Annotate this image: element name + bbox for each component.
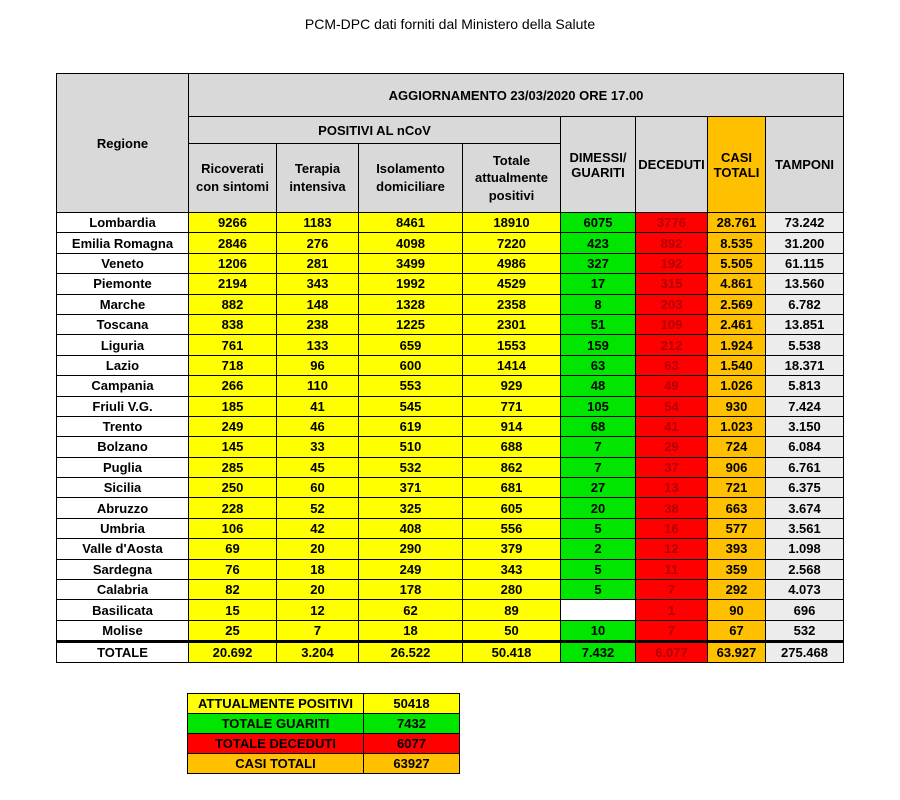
page-title: PCM-DPC dati forniti dal Ministero della Salute: [304, 16, 596, 32]
cell-isolamento: 371: [359, 478, 463, 498]
cell-regione: Lombardia: [57, 213, 189, 233]
table-row: [57, 457, 844, 477]
cell-dimessi: 27: [561, 478, 636, 498]
cell-totale: 7220: [463, 233, 561, 253]
cell-terapia: 148: [277, 294, 359, 314]
cell-dimessi: 5: [561, 518, 636, 538]
table-row: [57, 314, 844, 334]
cell-regione: Marche: [57, 294, 189, 314]
cell-dimessi: 2: [561, 539, 636, 559]
cell-casi: 8.535: [708, 233, 766, 253]
cell-casi: 577: [708, 518, 766, 538]
cell-tamponi: 6.375: [766, 478, 844, 498]
cell-casi: 663: [708, 498, 766, 518]
cell-totale: 556: [463, 518, 561, 538]
cell-ricoverati: 250: [189, 478, 277, 498]
cell-totale: 681: [463, 478, 561, 498]
cell-dimessi: 7: [561, 457, 636, 477]
cell-isolamento: 600: [359, 355, 463, 375]
cell-ricoverati: 82: [189, 580, 277, 600]
cell-ricoverati: 718: [189, 355, 277, 375]
cell-casi: 90: [708, 600, 766, 620]
cell-tamponi: 5.813: [766, 376, 844, 396]
cell-dimessi: 8: [561, 294, 636, 314]
cell-totale: 50: [463, 620, 561, 641]
cell-totale: 379: [463, 539, 561, 559]
cell-terapia: 18: [277, 559, 359, 579]
cell-regione: Basilicata: [57, 600, 189, 620]
table-row: [57, 498, 844, 518]
summary-row: [188, 694, 460, 714]
cell-casi: 67: [708, 620, 766, 641]
totals-casi: 63.927: [708, 642, 766, 663]
cell-tamponi: 5.538: [766, 335, 844, 355]
cell-regione: Veneto: [57, 253, 189, 273]
summary-table: [187, 693, 460, 774]
table-row: [57, 376, 844, 396]
cell-casi: 5.505: [708, 253, 766, 273]
cell-deceduti: 1: [636, 600, 708, 620]
cell-deceduti: 38: [636, 498, 708, 518]
cell-ricoverati: 228: [189, 498, 277, 518]
cell-casi: 1.924: [708, 335, 766, 355]
cell-terapia: 1183: [277, 213, 359, 233]
cell-totale: 18910: [463, 213, 561, 233]
cell-dimessi: 20: [561, 498, 636, 518]
cell-casi: 393: [708, 539, 766, 559]
cell-isolamento: 659: [359, 335, 463, 355]
summary-row: [188, 754, 460, 774]
cell-deceduti: 192: [636, 253, 708, 273]
totals-deceduti: 6.077: [636, 642, 708, 663]
cell-terapia: 60: [277, 478, 359, 498]
cell-tamponi: 73.242: [766, 213, 844, 233]
table-row: [57, 559, 844, 579]
cell-tamponi: 3.561: [766, 518, 844, 538]
header-isolamento: Isolamento domiciliare: [359, 144, 463, 213]
cell-tamponi: 1.098: [766, 539, 844, 559]
cell-ricoverati: 76: [189, 559, 277, 579]
cell-casi: 1.540: [708, 355, 766, 375]
cell-terapia: 45: [277, 457, 359, 477]
cell-terapia: 96: [277, 355, 359, 375]
cell-isolamento: 8461: [359, 213, 463, 233]
cell-casi: 28.761: [708, 213, 766, 233]
cell-casi: 1.026: [708, 376, 766, 396]
cell-regione: Abruzzo: [57, 498, 189, 518]
cell-deceduti: 11: [636, 559, 708, 579]
cell-regione: Puglia: [57, 457, 189, 477]
cell-totale: 280: [463, 580, 561, 600]
totals-isolamento: 26.522: [359, 642, 463, 663]
cell-deceduti: 7: [636, 620, 708, 641]
cell-totale: 605: [463, 498, 561, 518]
cell-casi: 721: [708, 478, 766, 498]
cell-totale: 343: [463, 559, 561, 579]
cell-deceduti: 3776: [636, 213, 708, 233]
cell-dimessi: [561, 600, 636, 620]
cell-terapia: 41: [277, 396, 359, 416]
table-row: [57, 437, 844, 457]
cell-ricoverati: 2194: [189, 274, 277, 294]
header-totale-positivi: Totale attualmente positivi: [463, 144, 561, 213]
cell-tamponi: 3.674: [766, 498, 844, 518]
cell-dimessi: 51: [561, 314, 636, 334]
cell-dimessi: 5: [561, 580, 636, 600]
cell-ricoverati: 185: [189, 396, 277, 416]
cell-terapia: 12: [277, 600, 359, 620]
cell-totale: 2358: [463, 294, 561, 314]
header-deceduti: DECEDUTI: [636, 117, 708, 213]
cell-isolamento: 3499: [359, 253, 463, 273]
cell-ricoverati: 838: [189, 314, 277, 334]
cell-isolamento: 545: [359, 396, 463, 416]
cell-isolamento: 532: [359, 457, 463, 477]
cell-tamponi: 13.851: [766, 314, 844, 334]
cell-deceduti: 41: [636, 416, 708, 436]
table-row: [57, 335, 844, 355]
cell-dimessi: 10: [561, 620, 636, 641]
cell-deceduti: 13: [636, 478, 708, 498]
cell-regione: Friuli V.G.: [57, 396, 189, 416]
cell-ricoverati: 249: [189, 416, 277, 436]
cell-deceduti: 12: [636, 539, 708, 559]
cell-tamponi: 532: [766, 620, 844, 641]
cell-deceduti: 49: [636, 376, 708, 396]
cell-tamponi: 18.371: [766, 355, 844, 375]
cell-regione: Campania: [57, 376, 189, 396]
cell-terapia: 133: [277, 335, 359, 355]
cell-ricoverati: 69: [189, 539, 277, 559]
cell-terapia: 20: [277, 580, 359, 600]
cell-totale: 771: [463, 396, 561, 416]
cell-dimessi: 105: [561, 396, 636, 416]
header-ricoverati: Ricoverati con sintomi: [189, 144, 277, 213]
cell-isolamento: 325: [359, 498, 463, 518]
cell-isolamento: 290: [359, 539, 463, 559]
cell-dimessi: 159: [561, 335, 636, 355]
table-row: [57, 539, 844, 559]
summary-row: [188, 734, 460, 754]
cell-deceduti: 29: [636, 437, 708, 457]
cell-regione: Piemonte: [57, 274, 189, 294]
table-row: [57, 233, 844, 253]
cell-casi: 906: [708, 457, 766, 477]
cell-regione: Molise: [57, 620, 189, 641]
cell-totale: 89: [463, 600, 561, 620]
cell-regione: Toscana: [57, 314, 189, 334]
cell-deceduti: 892: [636, 233, 708, 253]
header-casi-totali: CASI TOTALI: [708, 117, 766, 213]
cell-regione: Emilia Romagna: [57, 233, 189, 253]
summary-value: 63927: [364, 754, 460, 774]
cell-terapia: 42: [277, 518, 359, 538]
summary-label: TOTALE GUARITI: [188, 714, 364, 734]
cell-tamponi: 6.782: [766, 294, 844, 314]
table-body: [57, 213, 844, 642]
table-row: [57, 355, 844, 375]
table-row: [57, 600, 844, 620]
cell-tamponi: 61.115: [766, 253, 844, 273]
cell-regione: Sicilia: [57, 478, 189, 498]
summary-label: TOTALE DECEDUTI: [188, 734, 364, 754]
cell-deceduti: 63: [636, 355, 708, 375]
cell-isolamento: 18: [359, 620, 463, 641]
table-row: [57, 620, 844, 641]
cell-dimessi: 6075: [561, 213, 636, 233]
cell-ricoverati: 285: [189, 457, 277, 477]
cell-tamponi: 6.761: [766, 457, 844, 477]
cell-totale: 4529: [463, 274, 561, 294]
cell-ricoverati: 2846: [189, 233, 277, 253]
cell-casi: 4.861: [708, 274, 766, 294]
cell-isolamento: 408: [359, 518, 463, 538]
cell-regione: Umbria: [57, 518, 189, 538]
table-row: [57, 274, 844, 294]
cell-regione: Valle d'Aosta: [57, 539, 189, 559]
table-row: [57, 478, 844, 498]
cell-ricoverati: 25: [189, 620, 277, 641]
cell-dimessi: 327: [561, 253, 636, 273]
cell-terapia: 33: [277, 437, 359, 457]
cell-isolamento: 178: [359, 580, 463, 600]
cell-dimessi: 63: [561, 355, 636, 375]
table-row: [57, 253, 844, 273]
cell-casi: 359: [708, 559, 766, 579]
cell-regione: Sardegna: [57, 559, 189, 579]
cell-terapia: 20: [277, 539, 359, 559]
cell-terapia: 238: [277, 314, 359, 334]
cell-casi: 724: [708, 437, 766, 457]
cell-tamponi: 3.150: [766, 416, 844, 436]
cell-isolamento: 619: [359, 416, 463, 436]
cell-ricoverati: 1206: [189, 253, 277, 273]
cell-dimessi: 48: [561, 376, 636, 396]
summary-label: ATTUALMENTE POSITIVI: [188, 694, 364, 714]
cell-ricoverati: 106: [189, 518, 277, 538]
cell-casi: 930: [708, 396, 766, 416]
cell-casi: 1.023: [708, 416, 766, 436]
cell-deceduti: 203: [636, 294, 708, 314]
table-row: [57, 580, 844, 600]
cell-ricoverati: 266: [189, 376, 277, 396]
cell-totale: 4986: [463, 253, 561, 273]
header-terapia: Terapia intensiva: [277, 144, 359, 213]
cell-isolamento: 1225: [359, 314, 463, 334]
cell-totale: 2301: [463, 314, 561, 334]
cell-tamponi: 13.560: [766, 274, 844, 294]
cell-terapia: 276: [277, 233, 359, 253]
cell-tamponi: 7.424: [766, 396, 844, 416]
cell-terapia: 281: [277, 253, 359, 273]
header-regione: Regione: [57, 74, 189, 213]
cell-deceduti: 109: [636, 314, 708, 334]
totals-terapia: 3.204: [277, 642, 359, 663]
cell-totale: 1414: [463, 355, 561, 375]
cell-tamponi: 2.568: [766, 559, 844, 579]
cell-isolamento: 553: [359, 376, 463, 396]
cell-ricoverati: 761: [189, 335, 277, 355]
totals-row: [57, 642, 844, 663]
cell-terapia: 52: [277, 498, 359, 518]
table-row: [57, 213, 844, 233]
header-aggiornamento: AGGIORNAMENTO 23/03/2020 ORE 17.00: [189, 74, 844, 117]
cell-totale: 914: [463, 416, 561, 436]
cell-regione: Bolzano: [57, 437, 189, 457]
table-row: [57, 396, 844, 416]
cell-tamponi: 696: [766, 600, 844, 620]
cell-totale: 1553: [463, 335, 561, 355]
cell-totale: 929: [463, 376, 561, 396]
cell-terapia: 110: [277, 376, 359, 396]
totals-tamponi: 275.468: [766, 642, 844, 663]
header-positivi: POSITIVI AL nCoV: [189, 117, 561, 144]
cell-ricoverati: 15: [189, 600, 277, 620]
cell-terapia: 7: [277, 620, 359, 641]
cell-deceduti: 16: [636, 518, 708, 538]
cell-regione: Trento: [57, 416, 189, 436]
cell-dimessi: 68: [561, 416, 636, 436]
cell-deceduti: 37: [636, 457, 708, 477]
covid-regional-table: [56, 73, 844, 663]
cell-totale: 862: [463, 457, 561, 477]
cell-isolamento: 510: [359, 437, 463, 457]
cell-isolamento: 62: [359, 600, 463, 620]
cell-isolamento: 1992: [359, 274, 463, 294]
totals-dimessi: 7.432: [561, 642, 636, 663]
totals-label: TOTALE: [57, 642, 189, 663]
cell-regione: Calabria: [57, 580, 189, 600]
cell-tamponi: 4.073: [766, 580, 844, 600]
cell-ricoverati: 9266: [189, 213, 277, 233]
cell-casi: 2.461: [708, 314, 766, 334]
cell-ricoverati: 882: [189, 294, 277, 314]
cell-ricoverati: 145: [189, 437, 277, 457]
summary-label: CASI TOTALI: [188, 754, 364, 774]
table-row: [57, 518, 844, 538]
cell-isolamento: 249: [359, 559, 463, 579]
cell-tamponi: 31.200: [766, 233, 844, 253]
summary-value: 50418: [364, 694, 460, 714]
table-row: [57, 416, 844, 436]
summary-row: [188, 714, 460, 734]
cell-totale: 688: [463, 437, 561, 457]
cell-dimessi: 17: [561, 274, 636, 294]
cell-dimessi: 5: [561, 559, 636, 579]
cell-tamponi: 6.084: [766, 437, 844, 457]
cell-deceduti: 315: [636, 274, 708, 294]
cell-dimessi: 423: [561, 233, 636, 253]
header-tamponi: TAMPONI: [766, 117, 844, 213]
table-row: [57, 294, 844, 314]
cell-isolamento: 1328: [359, 294, 463, 314]
cell-casi: 292: [708, 580, 766, 600]
summary-value: 6077: [364, 734, 460, 754]
cell-deceduti: 212: [636, 335, 708, 355]
cell-deceduti: 7: [636, 580, 708, 600]
cell-regione: Lazio: [57, 355, 189, 375]
cell-regione: Liguria: [57, 335, 189, 355]
cell-isolamento: 4098: [359, 233, 463, 253]
cell-terapia: 343: [277, 274, 359, 294]
header-dimessi: DIMESSI/ GUARITI: [561, 117, 636, 213]
cell-dimessi: 7: [561, 437, 636, 457]
totals-totale: 50.418: [463, 642, 561, 663]
cell-deceduti: 54: [636, 396, 708, 416]
cell-casi: 2.569: [708, 294, 766, 314]
summary-value: 7432: [364, 714, 460, 734]
totals-ricoverati: 20.692: [189, 642, 277, 663]
cell-terapia: 46: [277, 416, 359, 436]
